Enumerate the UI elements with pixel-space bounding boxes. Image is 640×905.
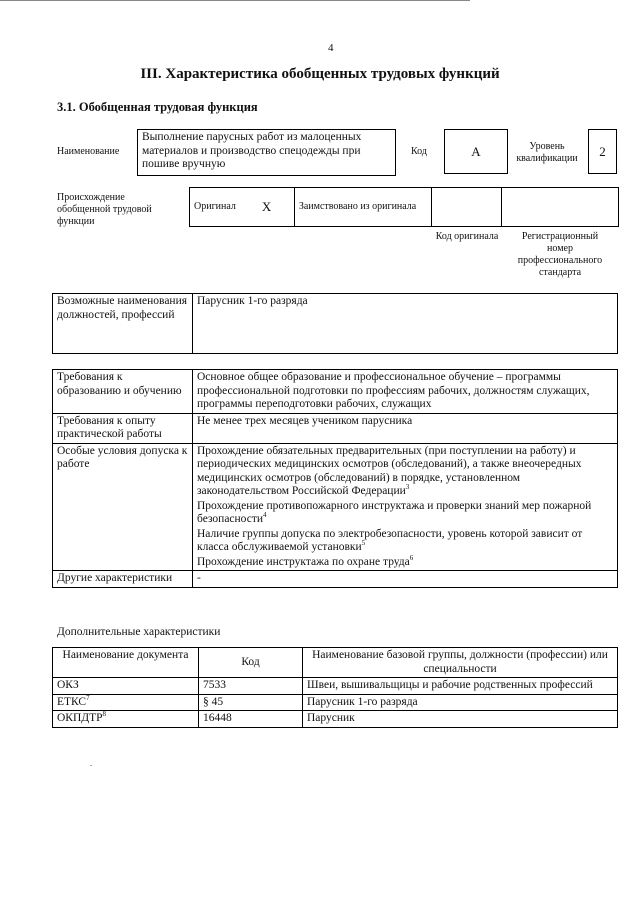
doc-cell xyxy=(53,678,199,695)
code-original-label: Код оригинала xyxy=(435,231,499,242)
doc-name: ОКЗ xyxy=(57,679,79,691)
col-doc-header: Наименование документа xyxy=(53,648,199,678)
col-name-header: Наименование базовой группы, должности (профессии) или специальности xyxy=(303,648,618,678)
reg-number-cell xyxy=(502,188,619,227)
additional-title: Дополнительные характеристики xyxy=(57,626,221,638)
table-row xyxy=(53,711,618,728)
name-cell: Парусник 1-го разряда xyxy=(303,694,618,711)
other-label: Другие характеристики xyxy=(53,571,193,588)
footnote-ref: 6 xyxy=(409,553,414,562)
footnote-ref: 8 xyxy=(102,710,107,719)
level-value: 2 xyxy=(599,144,606,159)
positions-table xyxy=(52,293,618,354)
code-cell: 7533 xyxy=(199,678,303,695)
special-item-text: Прохождение обязательных предварительных (при поступлении на работу) и периодических медицинских осмотров (обследований), а также внеочередных медицинских осмотров (обследований) в порядке, установленном законодательством Российской Федерации xyxy=(197,444,582,497)
col-code-header: Код xyxy=(199,648,303,678)
education-label: Требования к образованию и обучению xyxy=(53,370,193,414)
subsection-title: 3.1. Обобщенная трудовая функция xyxy=(57,100,258,114)
doc-cell xyxy=(53,711,199,728)
name-cell: Швеи, вышивальщицы и рабочие родственных профессий xyxy=(303,678,618,695)
level-box xyxy=(588,129,617,174)
table-row xyxy=(53,694,618,711)
positions-label: Возможные наименования должностей, профессий xyxy=(53,294,193,354)
name-value: Выполнение парусных работ из малоценных материалов и производство спецодежды при пошиве вручную xyxy=(137,129,396,176)
special-item xyxy=(197,445,613,499)
special-item xyxy=(197,553,613,570)
special-item xyxy=(197,528,613,555)
other-value: - xyxy=(193,571,618,588)
experience-value: Не менее трех месяцев учеником парусника xyxy=(193,413,618,443)
origin-table xyxy=(189,187,619,227)
code-box xyxy=(444,129,508,174)
code-cell: 16448 xyxy=(199,711,303,728)
top-rule xyxy=(0,0,470,1)
requirements-table xyxy=(52,369,618,588)
special-value xyxy=(193,443,618,571)
borrowed-label: Заимствовано из оригинала xyxy=(294,188,431,227)
scan-mark xyxy=(90,765,92,766)
code-original-cell xyxy=(431,188,502,227)
code-label: Код xyxy=(411,146,427,157)
special-label: Особые условия допуска к работе xyxy=(53,443,193,571)
doc-name: ОКПДТР xyxy=(57,712,103,724)
doc-name: ЕТКС xyxy=(57,695,87,708)
name-label: Наименование xyxy=(57,146,120,157)
section-title: III. Характеристика обобщенных трудовых функций xyxy=(140,66,500,82)
original-label: Оригинал xyxy=(190,188,258,227)
code-value: А xyxy=(471,144,481,159)
footnote-ref: 3 xyxy=(405,483,410,492)
origin-label: Происхождение обобщенной трудовой функции xyxy=(57,192,152,227)
special-item-text: Прохождение инструктажа по охране труда xyxy=(197,555,410,568)
name-cell: Парусник xyxy=(303,711,618,728)
special-item xyxy=(197,500,613,527)
page-number: 4 xyxy=(328,42,334,54)
level-label: Уровень квалификации xyxy=(516,141,578,164)
special-item-text: Прохождение противопожарного инструктажа и проверки знаний мер пожарной безопасности xyxy=(197,499,592,525)
code-cell: § 45 xyxy=(199,694,303,711)
doc-cell xyxy=(53,694,199,711)
original-mark: X xyxy=(258,188,294,227)
footnote-ref: 5 xyxy=(361,539,366,548)
positions-value: Парусник 1-го разряда xyxy=(193,294,618,354)
education-value: Основное общее образование и профессиональное обучение – программы профессиональной подготовки по профессиям рабочих, должностям служащих, программы переподготовки рабочих, служащих xyxy=(193,370,618,414)
table-row xyxy=(53,678,618,695)
footnote-ref: 4 xyxy=(263,511,267,520)
footnote-ref: 7 xyxy=(86,693,90,702)
special-item-text: Наличие группы допуска по электробезопасности, уровень которой зависит от класса обслуживаемой установки xyxy=(197,527,583,553)
reg-number-label: Регистрационный номер профессионального стандарта xyxy=(517,231,603,278)
experience-label: Требования к опыту практической работы xyxy=(53,413,193,443)
additional-table xyxy=(52,647,618,728)
